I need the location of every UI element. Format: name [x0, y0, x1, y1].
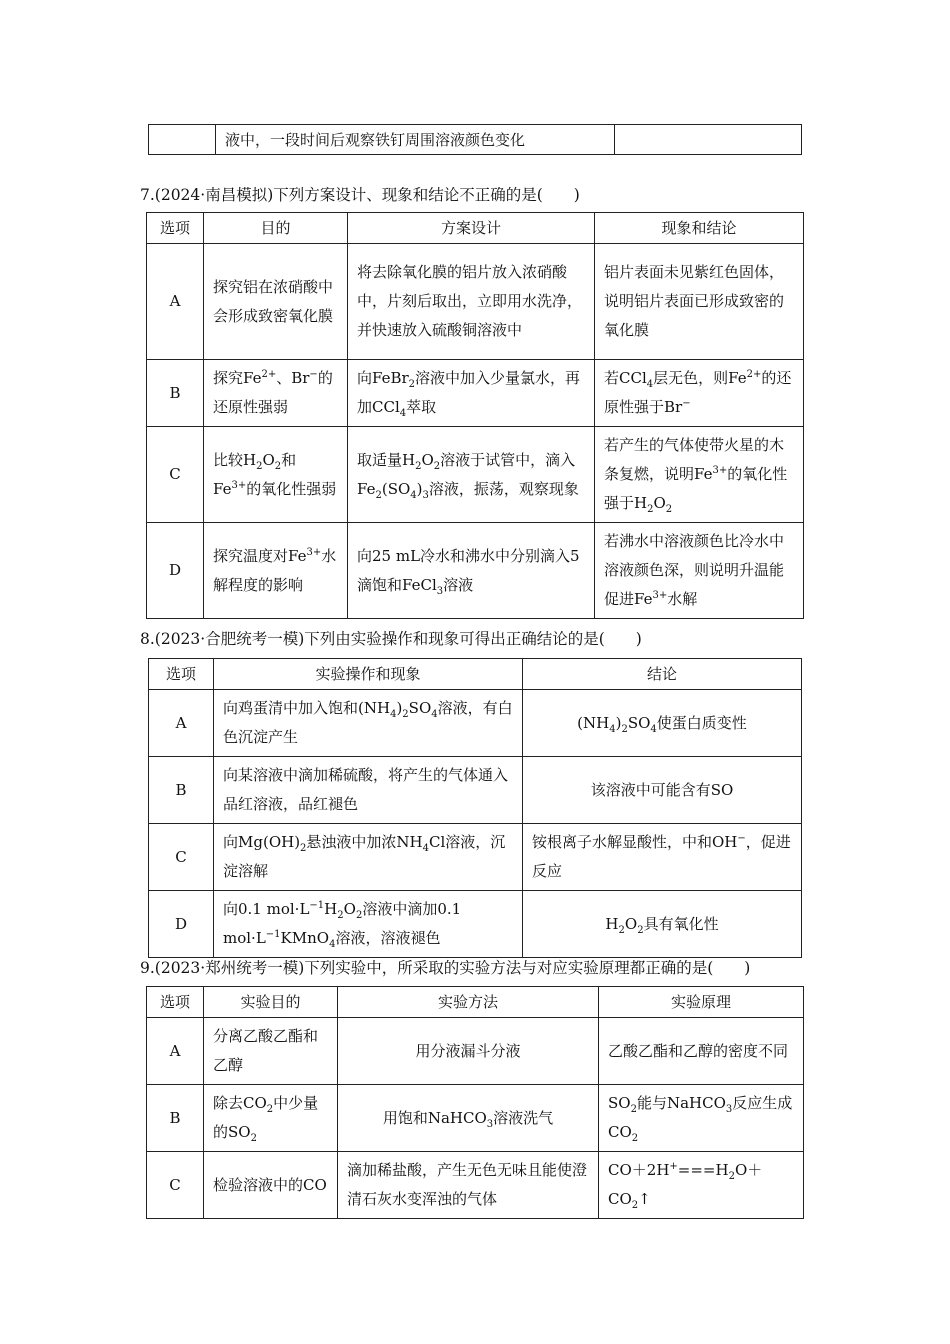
table-cell: 向$Mg(OH)_2$悬浊液中加浓$NH_4Cl$溶液，沉淀溶解 — [214, 824, 523, 891]
table-cell: 向FeBr$_2$溶液中加入少量氯水，再加CCl$_4$萃取 — [348, 360, 595, 427]
option-cell: D — [147, 523, 204, 619]
table-cell: $CO+2H^+===H_2O+CO_2↑$ — [599, 1152, 804, 1219]
table-cell: $SO_2$能与NaHCO$_3$反应生成$CO_2$ — [599, 1085, 804, 1152]
question-7-table — [146, 212, 804, 619]
table-cell: 探究温度对$Fe^{3+}$水解程度的影响 — [204, 523, 348, 619]
table-cell: 用分液漏斗分液 — [338, 1018, 599, 1085]
question-7-title: 7.(2024·南昌模拟)下列方案设计、现象和结论不正确的是( ) — [140, 186, 580, 204]
table-cell: 探究$Fe^{2+}$、Br−的还原性强弱 — [204, 360, 348, 427]
table-cell: 液中，一段时间后观察铁钉周围溶液颜色变化 — [216, 125, 615, 155]
option-cell: D — [149, 891, 214, 958]
header-cell: 实验原理 — [599, 987, 804, 1018]
table-cell: $(NH_4)_2SO_4$使蛋白质变性 — [523, 690, 802, 757]
continued-table — [148, 124, 802, 155]
header-cell: 实验操作和现象 — [214, 659, 523, 690]
question-8-title: 8.(2023·合肥统考一模)下列由实验操作和现象可得出正确结论的是( ) — [140, 630, 642, 648]
table-cell: 比较$H_2O_2$和$Fe^{3+}$的氧化性强弱 — [204, 427, 348, 523]
table-cell: 分离乙酸乙酯和乙醇 — [204, 1018, 338, 1085]
table-cell: 若CCl$_4$层无色，则$Fe^{2+}$的还原性强于Br− — [595, 360, 804, 427]
question-8-table — [148, 658, 802, 958]
table-cell: 向25 mL冷水和沸水中分别滴入5滴饱和FeCl$_3$溶液 — [348, 523, 595, 619]
header-cell: 目的 — [204, 213, 348, 244]
header-cell: 选项 — [147, 987, 204, 1018]
table-cell: 滴加稀盐酸，产生无色无味且能使澄清石灰水变浑浊的气体 — [338, 1152, 599, 1219]
option-cell: A — [149, 690, 214, 757]
option-cell: C — [147, 427, 204, 523]
header-cell: 选项 — [149, 659, 214, 690]
option-cell: A — [147, 244, 204, 360]
option-cell: C — [149, 824, 214, 891]
header-cell: 结论 — [523, 659, 802, 690]
option-cell: C — [147, 1152, 204, 1219]
header-cell: 现象和结论 — [595, 213, 804, 244]
table-cell: 铵根离子水解显酸性，中和OH−，促进反应 — [523, 824, 802, 891]
table-cell: 用饱和NaHCO$_3$溶液洗气 — [338, 1085, 599, 1152]
header-cell: 选项 — [147, 213, 204, 244]
question-9-title: 9.(2023·郑州统考一模)下列实验中，所采取的实验方法与对应实验原理都正确的是( ) — [140, 959, 751, 977]
table-cell: 取适量$H_2O_2$溶液于试管中，滴入$Fe_2(SO_4)_3$溶液，振荡，观察现象 — [348, 427, 595, 523]
table-cell: $H_2O_2$具有氧化性 — [523, 891, 802, 958]
header-cell: 方案设计 — [348, 213, 595, 244]
option-cell: B — [147, 360, 204, 427]
table-cell: 该溶液中可能含有SO — [523, 757, 802, 824]
table-cell: 向某溶液中滴加稀硫酸，将产生的气体通入品红溶液，品红褪色 — [214, 757, 523, 824]
table-cell: 乙酸乙酯和乙醇的密度不同 — [599, 1018, 804, 1085]
table-cell: 铝片表面未见紫红色固体，说明铝片表面已形成致密的氧化膜 — [595, 244, 804, 360]
table-cell: 探究铝在浓硝酸中会形成致密氧化膜 — [204, 244, 348, 360]
option-cell: B — [147, 1085, 204, 1152]
table-cell: 向鸡蛋清中加入饱和$(NH_4)_2SO_4$溶液，有白色沉淀产生 — [214, 690, 523, 757]
table-cell: 若沸水中溶液颜色比冷水中溶液颜色深，则说明升温能促进$Fe^{3+}$水解 — [595, 523, 804, 619]
header-cell: 实验目的 — [204, 987, 338, 1018]
option-cell: A — [147, 1018, 204, 1085]
table-cell — [149, 125, 216, 155]
table-cell: 除去$CO_2$中少量的$SO_2$ — [204, 1085, 338, 1152]
table-cell: 将去除氧化膜的铝片放入浓硝酸中，片刻后取出，立即用水洗净，并快速放入硫酸铜溶液中 — [348, 244, 595, 360]
question-9-table — [146, 986, 804, 1219]
header-cell: 实验方法 — [338, 987, 599, 1018]
table-cell — [615, 125, 802, 155]
table-cell: 向0.1 $mol\cdot L^{-1}H_2O_2$溶液中滴加0.1 $mol\cdot L^{-1}KMnO_4$溶液，溶液褪色 — [214, 891, 523, 958]
table-cell: 若产生的气体使带火星的木条复燃，说明$Fe^{3+}$的氧化性强于$H_2O_2$ — [595, 427, 804, 523]
table-cell: 检验溶液中的CO — [204, 1152, 338, 1219]
option-cell: B — [149, 757, 214, 824]
